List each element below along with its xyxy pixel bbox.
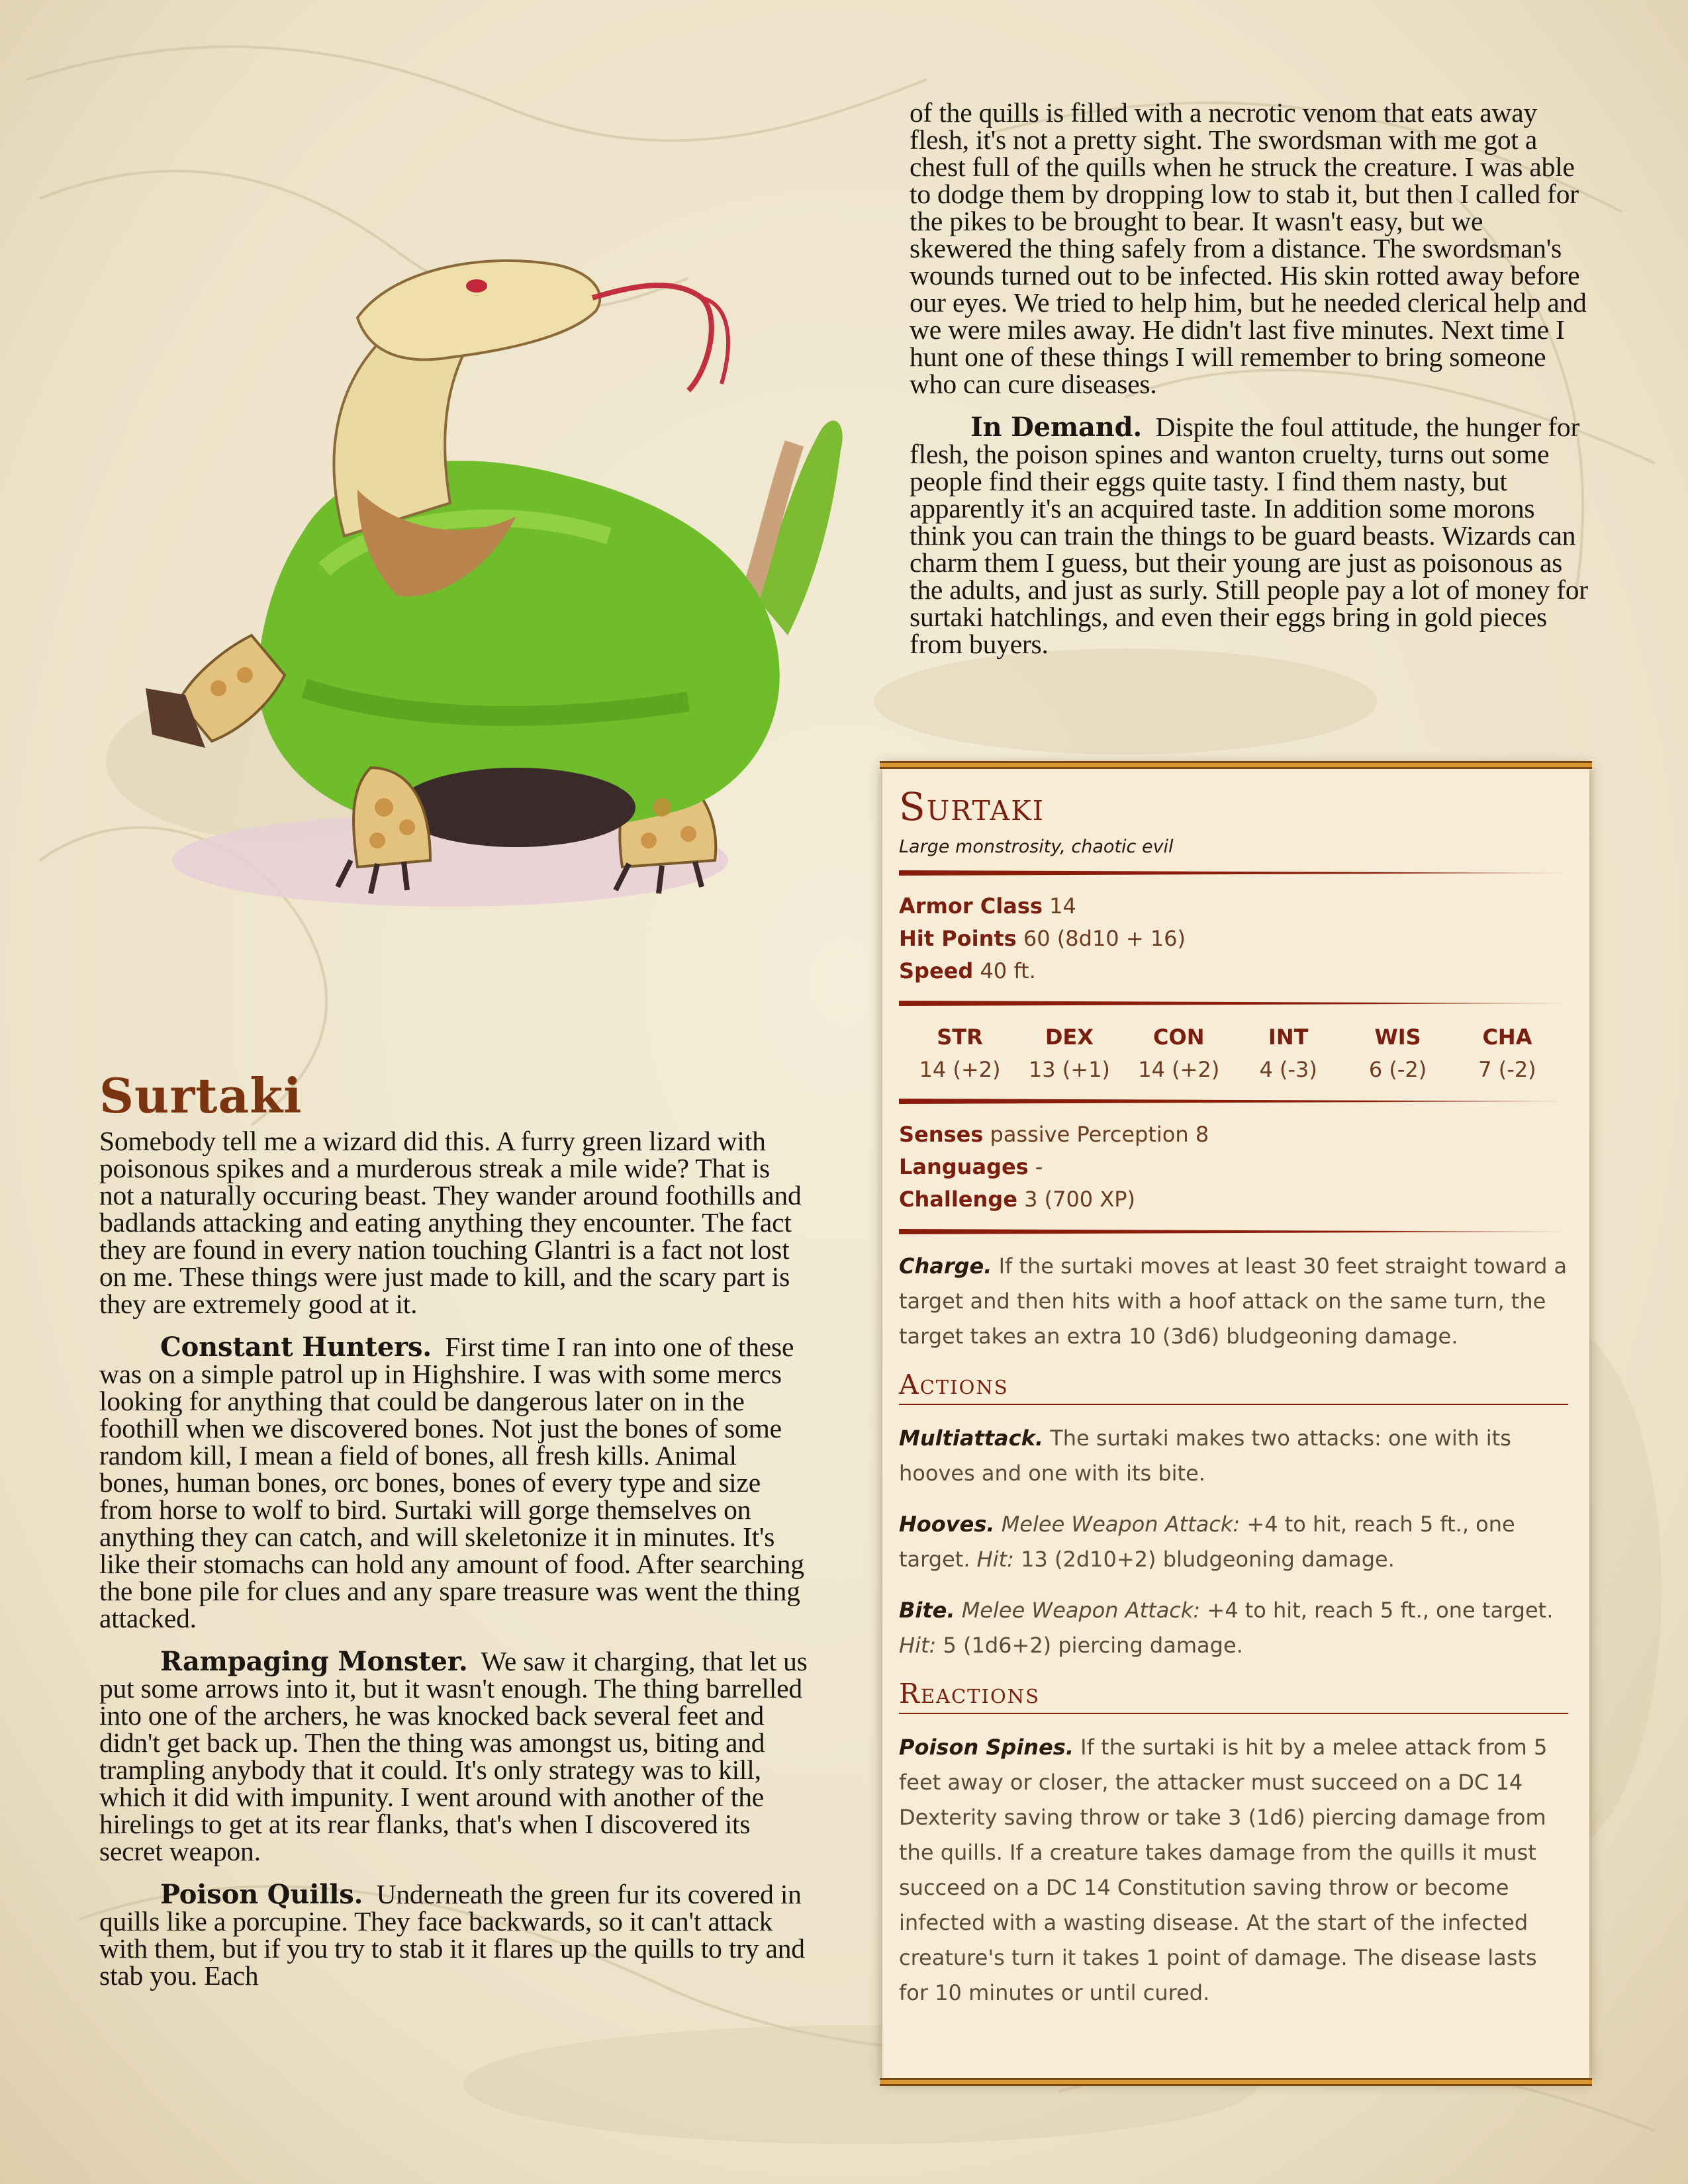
ability-wis	[1352, 1021, 1444, 1085]
armor-class	[899, 890, 1568, 923]
reaction-text: If the surtaki is hit by a melee attack from 5 feet away or closer, the attacker must succeed on a DC 14 Dexterity saving throw or take 3 (1d6) piercing damage from the quills. If a creature takes damage from the quills it must succeed on a DC 14 Constitution saving throw or become infected with a wasting disease. At the start of the infected creature's turn it takes 1 point of damage. The disease lasts for 10 minutes or until cured.	[899, 1735, 1548, 2006]
left-column	[99, 1068, 808, 2005]
ability-name: CON	[1153, 1024, 1205, 1050]
ability-dex	[1023, 1021, 1115, 1085]
paragraph-rampaging-monster	[99, 1648, 808, 1865]
hit-points-value: 60 (8d10 + 16)	[1023, 926, 1186, 951]
ability-str	[914, 1021, 1006, 1085]
hit-points	[899, 923, 1568, 955]
attack-type: Melee Weapon Attack:	[961, 1598, 1201, 1623]
continued-paragraph: of the quills is filled with a necrotic venom that eats away flesh, it's not a pretty sight. The swordsman with me got a chest full of the quills when he struck the creature. I was able to dodge them by dropping low to stab it, but then I called for the pikes to be brought to bear. It wasn't easy, but we skewered the thing safely from a distance. The swordsman's wounds turned out to be infected. His skin rotted away before our eyes. We tried to help him, but he needed clerical help and we were miles away. He didn't last five minutes. Next time I hunt one of these things I will remember to bring someone who can cure diseases.	[910, 97, 1587, 399]
monster-name: Surtaki	[899, 784, 1045, 829]
reaction-title: Poison Spines.	[899, 1735, 1074, 1760]
attack-damage: 5 (1d6+2) piercing damage.	[943, 1633, 1243, 1659]
section-text: First time I ran into one of these was on a simple patrol up in Highshire. I was with some mercs looking for anything that could be dangerous later on in the foothill when we discovered bones. Not just the bones of some random kill, I mean a field of bones, all fresh kills. Animal bones, human bones, orc bones, bones of every type and size from horse to wolf to bird. Surtaki will gorge themselves on anything they can catch, and will skeletonize it in minutes. It's like their stomachs can hold any amount of food. After searching the bone pile for clues and any spare treasure was went the thing attacked.	[99, 1332, 804, 1633]
ability-value: 14 (+2)	[919, 1057, 1001, 1082]
attack-text: +4 to hit, reach 5 ft., one target.	[1207, 1598, 1554, 1623]
languages-value: -	[1035, 1154, 1043, 1179]
stat-block-top-bar	[880, 761, 1592, 769]
intro-paragraph: Somebody tell me a wizard did this. A furry green lizard with poisonous spikes and a murderous streak a mile wide? That is not a naturally occuring beast. They wander around foothills and badlands attacking and eating anything they encounter. The fact they are found in every nation touching Glantri is a fact not lost on me. These things were just made to kill, and the scary part is they are extremely good at it.	[99, 1126, 802, 1319]
ability-name: STR	[937, 1024, 983, 1050]
ability-int	[1242, 1021, 1335, 1085]
action-hooves	[899, 1507, 1568, 1577]
divider	[899, 1001, 1568, 1006]
action-title: Multiattack.	[899, 1426, 1044, 1451]
ability-name: CHA	[1482, 1024, 1532, 1050]
action-title: Hooves.	[899, 1512, 995, 1537]
ability-name: INT	[1268, 1024, 1309, 1050]
monster-type: Large monstrosity, chaotic evil	[899, 837, 1174, 857]
section-lead: Constant Hunters.	[160, 1332, 432, 1363]
speed-label: Speed	[899, 958, 974, 983]
attack-type: Melee Weapon Attack:	[1001, 1512, 1241, 1537]
armor-class-value: 14	[1049, 893, 1076, 919]
divider	[899, 1229, 1568, 1234]
languages-label: Languages	[899, 1154, 1029, 1179]
action-title: Bite.	[899, 1598, 955, 1623]
actions-heading: Actions	[899, 1370, 1568, 1405]
ability-name: DEX	[1045, 1024, 1094, 1050]
speed	[899, 955, 1568, 987]
challenge-value: 3 (700 XP)	[1024, 1187, 1136, 1212]
challenge	[899, 1183, 1568, 1216]
attack-damage: 13 (2d10+2) bludgeoning damage.	[1021, 1547, 1395, 1572]
surtaki-illustration	[106, 225, 861, 940]
challenge-label: Challenge	[899, 1187, 1017, 1212]
section-lead: Rampaging Monster.	[160, 1646, 468, 1677]
speed-value: 40 ft.	[980, 958, 1036, 983]
hit-label: Hit:	[899, 1633, 937, 1659]
paragraph-constant-hunters	[99, 1334, 808, 1632]
ability-value: 6 (-2)	[1368, 1057, 1427, 1082]
senses-value: passive Perception 8	[990, 1122, 1209, 1147]
hit-points-label: Hit Points	[899, 926, 1017, 951]
reactions-heading: Reactions	[899, 1679, 1568, 1714]
reaction-poison-spines	[899, 1730, 1568, 2011]
ability-value: 13 (+1)	[1028, 1057, 1110, 1082]
senses-label: Senses	[899, 1122, 984, 1147]
senses	[899, 1118, 1568, 1151]
trait-text: If the surtaki moves at least 30 feet straight toward a target and then hits with a hoof attack on the same turn, the target takes an extra 10 (3d6) bludgeoning damage.	[899, 1253, 1568, 1349]
action-multiattack	[899, 1421, 1568, 1491]
stat-block-bottom-bar	[880, 2078, 1592, 2086]
ability-cha	[1461, 1021, 1554, 1085]
stat-block	[882, 765, 1589, 2082]
section-text: Underneath the green fur its covered in quills like a porcupine. They face backwards, so it can't attack with them, but if you try to stab it it flares up the quills to try and stab you. Each	[99, 1879, 805, 1991]
chapter-title: Surtaki	[99, 1068, 303, 1124]
divider	[899, 1099, 1568, 1104]
languages	[899, 1151, 1568, 1183]
right-column	[910, 99, 1591, 674]
hit-label: Hit:	[976, 1547, 1014, 1572]
ability-value: 7 (-2)	[1478, 1057, 1536, 1082]
ability-value: 4 (-3)	[1259, 1057, 1317, 1082]
paragraph-in-demand	[910, 414, 1591, 658]
action-text: The surtaki makes two attacks: one with its hooves and one with its bite.	[899, 1426, 1511, 1486]
section-text: Dispite the foul attitude, the hunger for flesh, the poison spines and wanton cruelty, turns out some people find their eggs quite tasty. I find them nasty, but apparently it's an acquired taste. In addition some morons think you can train the things to be guard beasts. Wizards can charm them I guess, but their young are just as poisonous as the adults, and just as surly. Still people pay a lot of money for surtaki hatchlings, and even their eggs bring in gold pieces from buyers.	[910, 412, 1588, 659]
ability-name: WIS	[1374, 1024, 1421, 1050]
section-lead: In Demand.	[970, 412, 1143, 443]
paragraph-poison-quills	[99, 1881, 808, 1989]
attack-text: +4 to hit, reach 5 ft., one target.	[899, 1512, 1515, 1572]
divider	[899, 870, 1568, 876]
ability-scores	[899, 1021, 1568, 1085]
section-lead: Poison Quills.	[160, 1879, 363, 1910]
ability-con	[1133, 1021, 1225, 1085]
trait-charge	[899, 1249, 1568, 1354]
action-bite	[899, 1593, 1568, 1663]
trait-title: Charge.	[899, 1253, 992, 1279]
section-text: We saw it charging, that let us put some arrows into it, but it wasn't enough. The thing barrelled into one of the archers, he was knocked back several feet and didn't get back up. Then the thing was amongst us, biting and trampling anybody that it could. It's only strategy was to kill, which it did with impunity. I went around with another of the hirelings to get at its rear flanks, that's when I discovered its secret weapon.	[99, 1646, 808, 1866]
armor-class-label: Armor Class	[899, 893, 1043, 919]
ability-value: 14 (+2)	[1138, 1057, 1220, 1082]
